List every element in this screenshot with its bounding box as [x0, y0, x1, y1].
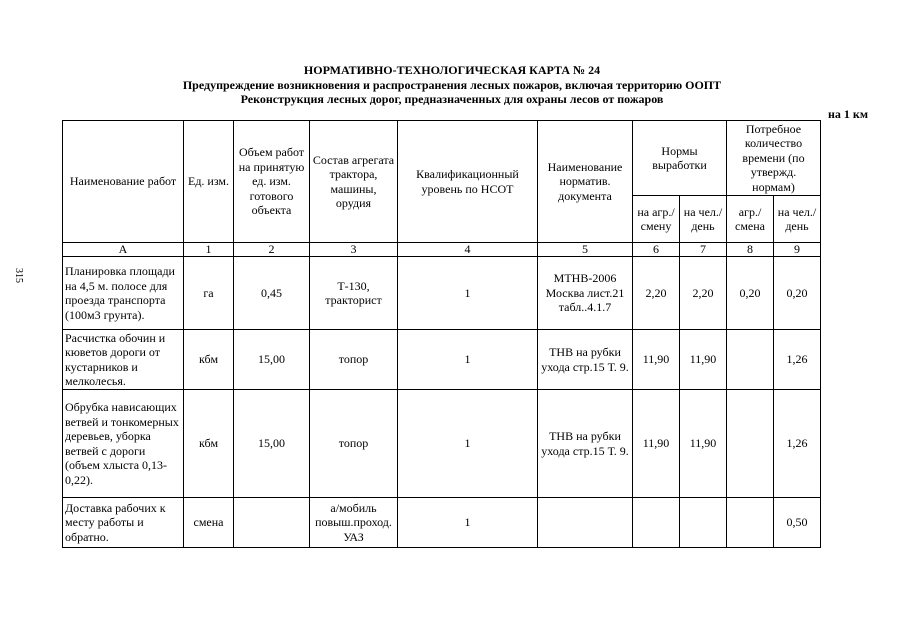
cell-time-person: 1,26	[774, 390, 821, 498]
cell-work-name: Планировка площади на 4,5 м. полосе для проезда транспорта (100м3 грунта).	[63, 257, 184, 330]
cell-qualification: 1	[398, 257, 538, 330]
cell-qualification: 1	[398, 498, 538, 548]
cell-norm-doc: ТНВ на рубки ухода стр.15 Т. 9.	[538, 330, 633, 390]
column-index: 8	[727, 243, 774, 257]
header-qualification: Квалификационный уровень по НСОТ	[398, 121, 538, 243]
document-title	[0, 63, 904, 107]
header-norm-doc: Наименование норматив. документа	[538, 121, 633, 243]
cell-norm-agr: 11,90	[633, 390, 680, 498]
cell-work-name: Обрубка нависающих ветвей и тонкомерных деревьев, уборка ветвей с дороги (объем хлыста 0,13-0,22).	[63, 390, 184, 498]
cell-volume: 15,00	[234, 330, 310, 390]
column-index: 9	[774, 243, 821, 257]
header-unit: Ед. изм.	[184, 121, 234, 243]
cell-norm-doc: МТНВ-2006 Москва лист.21 табл..4.1.7	[538, 257, 633, 330]
cell-norm-doc: ТНВ на рубки ухода стр.15 Т. 9.	[538, 390, 633, 498]
column-index: 1	[184, 243, 234, 257]
column-index: 5	[538, 243, 633, 257]
cell-time-agr	[727, 390, 774, 498]
cell-volume: 15,00	[234, 390, 310, 498]
cell-time-person: 0,50	[774, 498, 821, 548]
cell-qualification: 1	[398, 390, 538, 498]
cell-work-name: Доставка рабочих к месту работы и обратно.	[63, 498, 184, 548]
column-index: 3	[310, 243, 398, 257]
table-row	[63, 330, 821, 390]
title-line-3: Реконструкция лесных дорог, предназначенных для охраны лесов от пожаров	[240, 92, 664, 106]
cell-norm-doc	[538, 498, 633, 548]
cell-volume: 0,45	[234, 257, 310, 330]
cell-time-agr	[727, 498, 774, 548]
header-composition: Состав агрегата трактора, машины, орудия	[310, 121, 398, 243]
column-index: 2	[234, 243, 310, 257]
unit-note: на 1 км	[827, 107, 868, 121]
cell-norm-agr: 11,90	[633, 330, 680, 390]
title-line-1: НОРМАТИВНО-ТЕХНОЛОГИЧЕСКАЯ КАРТА № 24	[303, 63, 601, 77]
page-number: 315	[13, 268, 24, 283]
cell-unit: га	[184, 257, 234, 330]
cell-norm-agr	[633, 498, 680, 548]
header-name: Наименование работ	[63, 121, 184, 243]
header-time-group: Потребное количество времени (по утвержд. нормам)	[727, 121, 821, 196]
title-line-2: Предупреждение возникновения и распространения лесных пожаров, включая территорию ООПТ	[182, 77, 722, 92]
column-index: 6	[633, 243, 680, 257]
table-row	[63, 498, 821, 548]
header-norms-agr: на агр./ смену	[633, 196, 680, 243]
cell-volume	[234, 498, 310, 548]
cell-norm-agr: 2,20	[633, 257, 680, 330]
cell-time-person: 1,26	[774, 330, 821, 390]
cell-norm-person	[680, 498, 727, 548]
cell-time-agr: 0,20	[727, 257, 774, 330]
cell-composition: топор	[310, 390, 398, 498]
header-time-person: на чел./ день	[774, 196, 821, 243]
cell-unit: смена	[184, 498, 234, 548]
table-row	[63, 390, 821, 498]
cell-time-agr	[727, 330, 774, 390]
cell-norm-person: 2,20	[680, 257, 727, 330]
cell-qualification: 1	[398, 330, 538, 390]
column-index: 7	[680, 243, 727, 257]
cell-norm-person: 11,90	[680, 330, 727, 390]
header-volume: Объем работ на принятую ед. изм. готового объекта	[234, 121, 310, 243]
column-index: 4	[398, 243, 538, 257]
cell-unit: кбм	[184, 330, 234, 390]
cell-work-name: Расчистка обочин и кюветов дороги от кустарников и мелколесья.	[63, 330, 184, 390]
header-norms-group: Нормы выработки	[633, 121, 727, 196]
cell-unit: кбм	[184, 390, 234, 498]
cell-composition: топор	[310, 330, 398, 390]
cell-norm-person: 11,90	[680, 390, 727, 498]
header-norms-person: на чел./ день	[680, 196, 727, 243]
column-index: А	[63, 243, 184, 257]
cell-composition: Т-130, тракторист	[310, 257, 398, 330]
cell-time-person: 0,20	[774, 257, 821, 330]
norms-table	[62, 120, 821, 548]
table-row	[63, 257, 821, 330]
header-time-agr: агр./ смена	[727, 196, 774, 243]
cell-composition: а/мобиль повыш.проход. УАЗ	[310, 498, 398, 548]
